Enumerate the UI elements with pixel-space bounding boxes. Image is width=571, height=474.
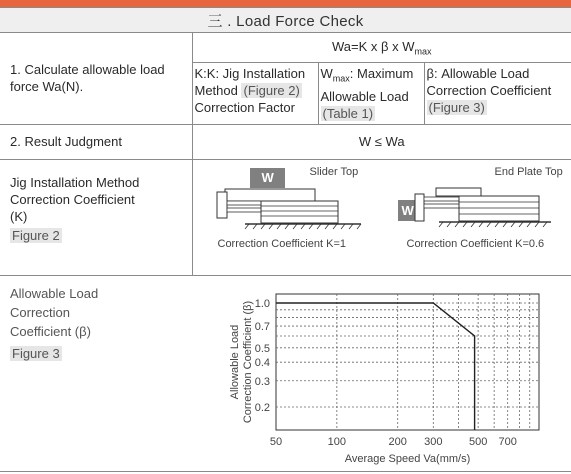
judgment-label: 2. Result Judgment xyxy=(0,124,192,159)
table-1-ref: (Table 1) xyxy=(322,105,374,121)
slider-top-caption: Correction Coefficient K=1 xyxy=(217,237,347,250)
x-tick-label: 700 xyxy=(498,435,517,448)
load-force-table xyxy=(0,7,571,472)
y-tick-label: 1.0 xyxy=(254,297,270,310)
slider-weight-label: W xyxy=(261,169,274,185)
y-axis-label: Allowable Load xyxy=(229,324,241,399)
y-tick-label: 0.2 xyxy=(254,401,270,414)
end-plate-top-caption: Correction Coefficient K=0.6 xyxy=(406,237,545,250)
wmax-definition: $W_{max}$: Maximum Allowable Load (Table 1) xyxy=(318,63,424,125)
accent-bar xyxy=(0,0,571,7)
x-tick-label: 100 xyxy=(327,435,347,448)
jig-label xyxy=(0,159,192,275)
x-tick-label: 50 xyxy=(269,435,283,448)
figure-2-ref: (Figure 2) xyxy=(243,83,300,98)
k-definition: K:K: Jig Installation Method (Figure 2) Correction Factor xyxy=(192,63,318,125)
end-plate-top-figure xyxy=(398,188,551,227)
beta-label-text: Allowable Load Correction Coefficient (β) xyxy=(10,285,99,339)
end-plate-top-title: End Plate Top xyxy=(494,165,563,178)
figure-3 xyxy=(192,275,571,471)
y-tick-label: 0.7 xyxy=(254,320,270,333)
x-tick-label: 300 xyxy=(424,435,443,448)
calc-label: 1. Calculate allowable load force Wa(N). xyxy=(0,33,192,125)
beta-curve xyxy=(276,303,475,430)
jig-label-text: Jig Installation Method Correction Coefficient (K) xyxy=(10,174,140,224)
beta-definition: β: Allowable Load Correction Coefficient (Figure 3) xyxy=(424,63,571,125)
x-axis-label: Average Speed Va(mm/s) xyxy=(344,452,471,465)
y-axis-label: Correction Coefficient (β) xyxy=(242,300,254,423)
figure-2-tag: Figure 2 xyxy=(12,227,60,243)
judgment-value: W ≤ Wa xyxy=(192,124,571,159)
y-tick-label: 0.5 xyxy=(254,342,270,355)
formula: Wa=K x β x $W_{max}$ xyxy=(192,33,571,63)
figure-3-ref: (Figure 3) xyxy=(428,100,485,115)
beta-chart xyxy=(192,276,571,472)
figure-3-tag: Figure 3 xyxy=(12,345,60,361)
end-plate-weight-label: W xyxy=(401,202,414,218)
section-title: 三 . Load Force Check xyxy=(0,8,571,33)
x-tick-label: 200 xyxy=(388,435,407,448)
y-tick-label: 0.3 xyxy=(254,375,270,388)
plot-frame xyxy=(276,294,539,430)
y-tick-label: 0.4 xyxy=(254,356,270,369)
figure-2 xyxy=(192,159,571,275)
beta-label xyxy=(0,275,192,471)
x-tick-label: 500 xyxy=(468,435,488,448)
slider-top-title: Slider Top xyxy=(309,165,359,178)
